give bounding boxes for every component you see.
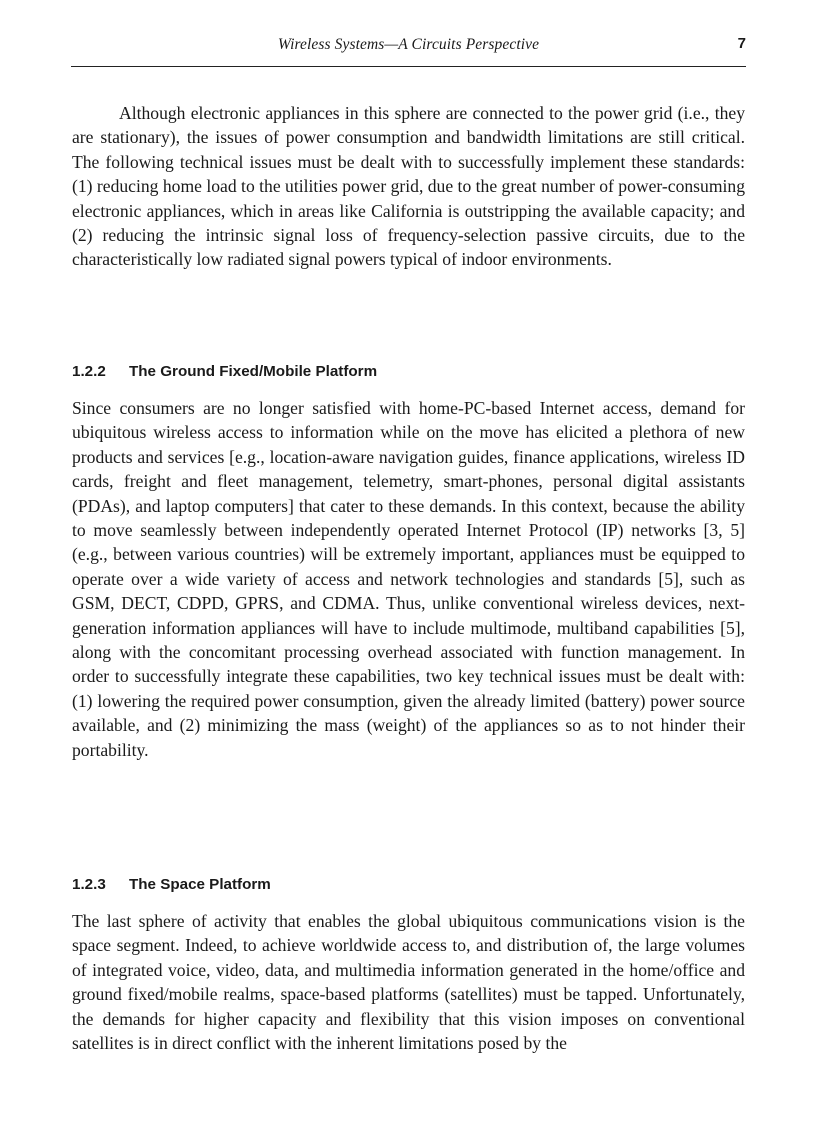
section-number: 1.2.2 [72,363,106,380]
section-title: The Ground Fixed/Mobile Platform [129,363,378,380]
paragraph-ground-platform: Since consumers are no longer satisfied with home-PC-based Internet access, demand for ubiquitous wireless access to information while on the move has elicited a plethora of new products and services [e.g., location-aware navigation guides, finance applications, wireless ID cards, freight and fleet management, telemetry, smart-phones, personal digital assistants (PDAs), and laptop computers] that cater to these demands. In this context, because the ability to move seamlessly between independently operated Internet Protocol (IP) networks [3, 5] (e.g., between various countries) will be extremely important, appliances must be equipped to operate over a wide variety of access and network technologies and standards [5], such as GSM, DECT, CDPD, GPRS, and CDMA. Thus, unlike conventional wireless devices, next-generation information appliances will have to include multimode, multiband capabilities [5], along with the concomitant processing overhead associated with function management. In order to successfully integrate these capabilities, two key technical issues must be dealt with: (1) lowering the required power consumption, given the already limited (battery) power source available, and (2) minimizing the mass (weight) of the appliances so as to not hinder their portability. [72,398,745,760]
paragraph-intro: Although electronic appliances in this sphere are connected to the power grid (i.e., they are stationary), the issues of power consumption and bandwidth limitations are still critical. The following technical issues must be dealt with to successfully implement these standards: (1) reducing home load to the utilities power grid, due to the great number of power-consuming electronic appliances, which in areas like California is outstripping the available capacity; and (2) reducing the intrinsic signal loss of frequency-selection passive circuits, due to the characteristically low radiated signal powers typical of indoor environments. [72,103,745,270]
paragraph-space-platform: The last sphere of activity that enables the global ubiquitous communications vision is the space segment. Indeed, to achieve worldwide access to, and distribution of, the large volumes of integrated voice, video, data, and multimedia information generated in the home/office and ground fixed/mobile realms, space-based platforms (satellites) must be tapped. Unfortunately, the demands for higher capacity and flexibility that this vision imposes on conventional satellites is in direct conflict with the inherent limitations posed by the [72,911,745,1054]
running-title: Wireless Systems—A Circuits Perspective [277,36,540,53]
section-heading-1-2-3 [72,876,271,893]
section-heading-1-2-2 [72,363,377,380]
section-title: The Space Platform [129,876,271,893]
running-header [71,32,746,67]
section-number: 1.2.3 [72,876,106,893]
page-number: 7 [737,35,746,52]
